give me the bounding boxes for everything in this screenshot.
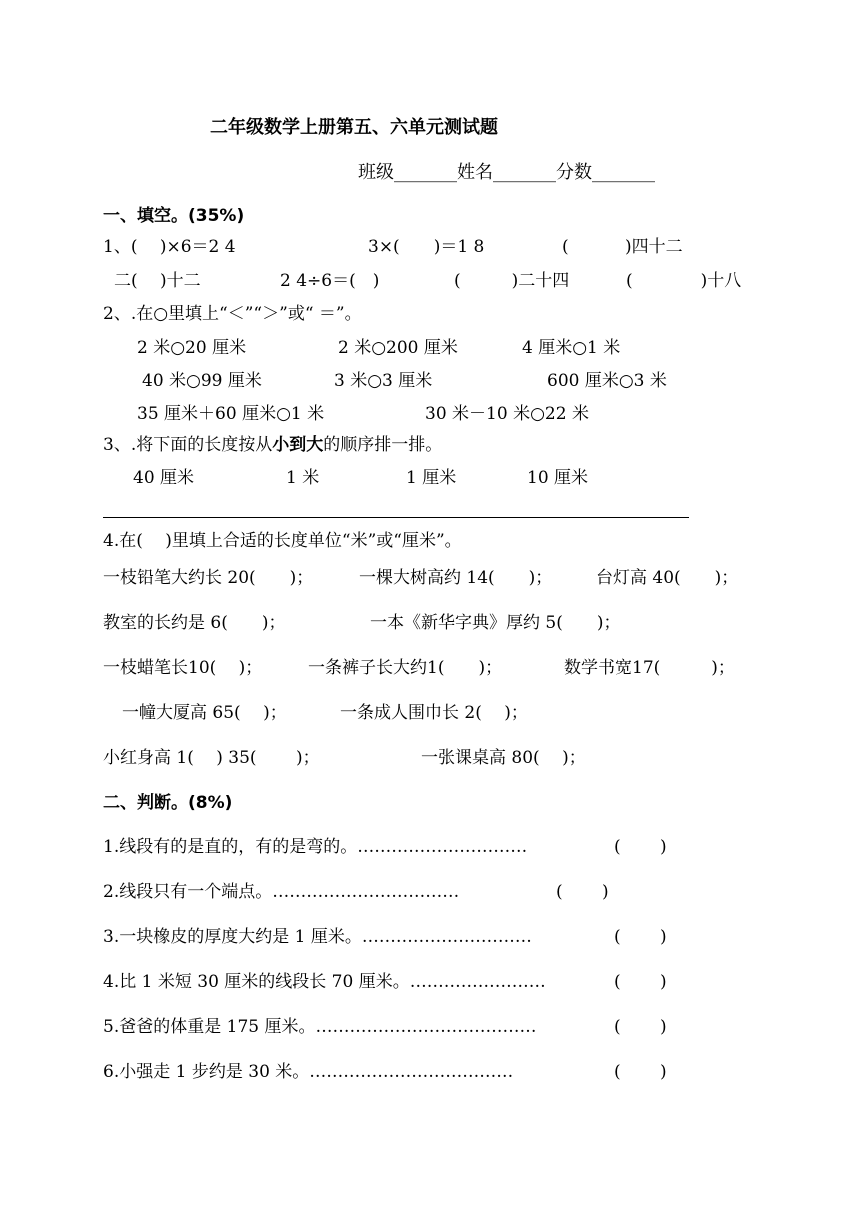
q4-item: 一本《新华字典》厚约 5( )； [370,613,621,633]
judge-item: 4.比 1 米短 30 厘米的线段长 70 厘米。…………………… [103,972,546,992]
q2-item: 3 米○3 厘米 [334,371,433,391]
q4-item: 一条成人围巾长 2( )； [340,703,528,723]
q4-item: 一枝蜡笔长10( )； [103,658,263,678]
q1-item: 2 4÷6＝( ) [280,271,380,291]
q2-item: 30 米－10 米○22 米 [425,404,589,424]
judge-answer-bracket[interactable]: ( ) [614,972,667,992]
q3-length-item: 1 米 [286,468,320,488]
q1-item: ( )四十二 [562,237,683,257]
judge-answer-bracket[interactable]: ( ) [614,837,667,857]
section-2-heading: 二、判断。(8%) [103,793,233,813]
q4-item: 小红身高 1( ) 35( )； [103,748,320,768]
q1-item: 1、( )×6＝2 4 [103,237,236,257]
q3-length-item: 1 厘米 [406,468,457,488]
q1-item: ( )十八 [626,271,742,291]
answer-line [103,517,689,518]
judge-answer-bracket[interactable]: ( ) [614,1062,667,1082]
q2-item: 600 厘米○3 米 [547,371,667,391]
q4-item: 一枝铅笔大约长 20( )； [103,568,314,588]
q2-item: 2 米○200 厘米 [338,338,458,358]
q2-item: 35 厘米＋60 厘米○1 米 [137,404,325,424]
section-1-heading: 一、填空。(35%) [103,206,245,226]
q1-item: 3×( )＝1 8 [368,237,485,257]
judge-item: 2.线段只有一个端点。…………………………… [103,882,460,902]
q2-item: 40 米○99 厘米 [142,371,262,391]
q3-length-item: 40 厘米 [133,468,195,488]
judge-answer-bracket[interactable]: ( ) [556,882,609,902]
judge-answer-bracket[interactable]: ( ) [614,927,667,947]
q1-item: 二( )十二 [114,271,201,291]
q4-item: 数学书宽17( )； [564,658,735,678]
q4-item: 教室的长约是 6( )； [103,613,286,633]
judge-answer-bracket[interactable]: ( ) [614,1017,667,1037]
q4-prompt: 4.在( )里填上合适的长度单位“米”或“厘米”。 [103,531,462,551]
student-info-line: 班级_______姓名_______分数_______ [358,162,655,183]
page-title: 二年级数学上册第五、六单元测试题 [210,117,498,138]
judge-item: 5.爸爸的体重是 175 厘米。………………………………… [103,1017,537,1037]
q4-item: 一条裤子长大约1( )； [308,658,503,678]
q2-prompt: 2、.在○里填上“＜”“＞”或“ ＝”。 [103,304,362,324]
judge-item: 6.小强走 1 步约是 30 米。……………………………… [103,1062,514,1082]
q4-item: 一幢大厦高 65( )； [122,703,287,723]
q4-item: 一棵大树高约 14( )； [359,568,553,588]
q3-length-item: 10 厘米 [527,468,589,488]
q4-item: 台灯高 40( )； [596,568,739,588]
q3-prompt: 3、.将下面的长度按从小到大的顺序排一排。 [103,435,443,455]
judge-item: 3.一块橡皮的厚度大约是 1 厘米。………………………… [103,927,532,947]
q2-item: 2 米○20 厘米 [137,338,247,358]
q2-item: 4 厘米○1 米 [522,338,621,358]
q1-item: ( )二十四 [454,271,570,291]
judge-item: 1.线段有的是直的，有的是弯的。………………………… [103,837,528,857]
q4-item: 一张课桌高 80( )； [421,748,586,768]
q3-prompt-emphasis: 小到大 [272,435,324,455]
